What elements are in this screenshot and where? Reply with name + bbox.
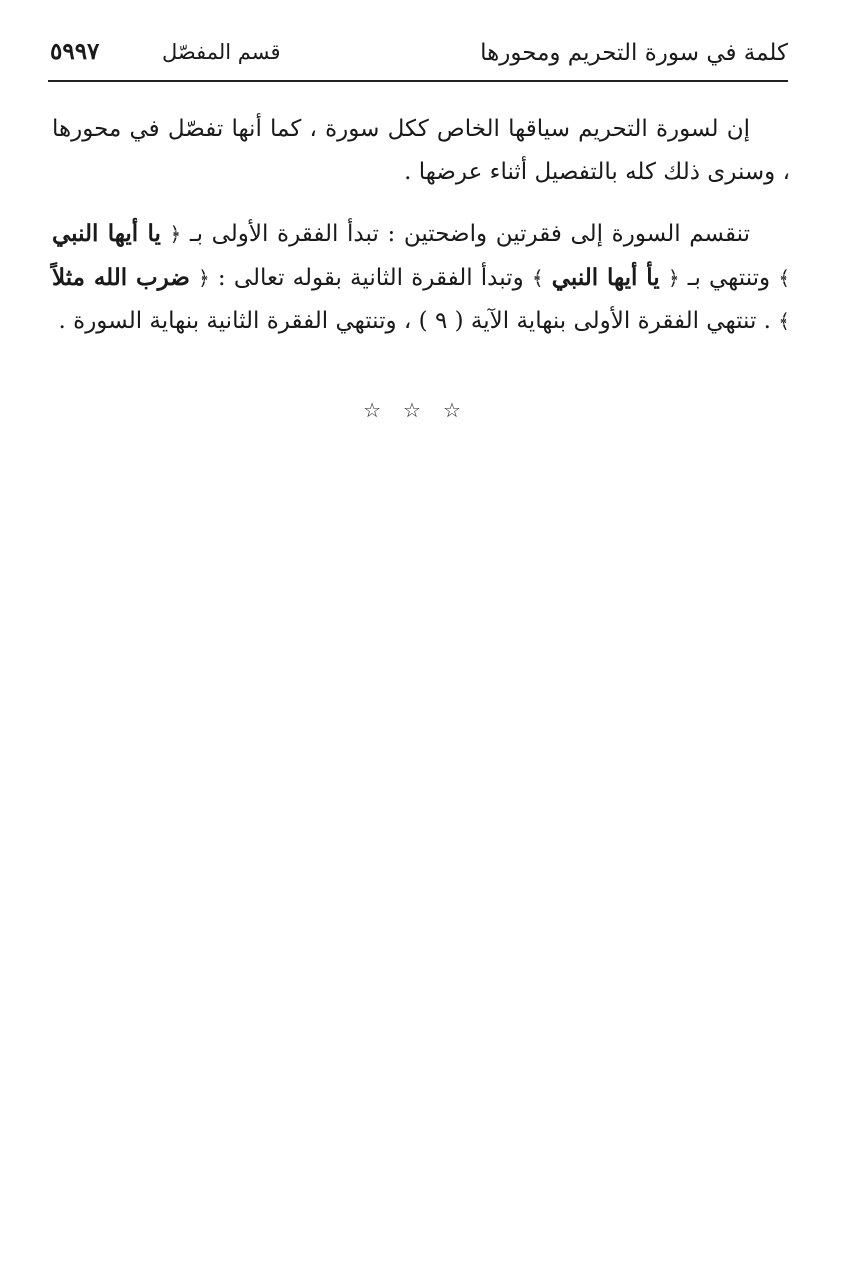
star-icon: ☆: [403, 398, 443, 422]
header-title: كلمة في سورة التحريم ومحورها: [480, 40, 788, 66]
ornate-bracket-close: ﴾: [778, 266, 791, 290]
running-head: [50, 38, 788, 78]
ornate-bracket-open: ﴿: [198, 266, 210, 290]
star-icon: ☆: [442, 398, 483, 422]
section-divider: [0, 398, 846, 422]
paragraph-2-text-1: تنقسم السورة إلى فقرتين واضحتين : تبدأ الفقرة الأولى بـ: [189, 221, 751, 247]
page-number: ٥٩٩٧: [50, 38, 100, 65]
ornate-bracket-open: ﴿: [667, 266, 680, 290]
quran-quote-3: ضرب الله مثلاً: [52, 264, 190, 291]
ornate-bracket-close: ﴾: [531, 266, 544, 290]
paragraph-2-text-3: وتبدأ الفقرة الثانية بقوله تعالى :: [217, 265, 524, 291]
header-rule: [48, 80, 788, 82]
paragraph-2-text-2: وتنتهي بـ: [687, 265, 771, 291]
header-section: قسم المفصّل: [162, 40, 281, 64]
body-text: [52, 108, 790, 343]
quran-quote-2: يأ أيها النبي: [551, 264, 660, 291]
paragraph-2-text-4: . تنتهي الفقرة الأولى بنهاية الآية ( ٩ ) ، وتنتهي الفقرة الثانية بنهاية السورة .: [58, 308, 771, 334]
paragraph-2: [52, 212, 790, 343]
quran-quote-1: يا أيها النبي: [52, 220, 161, 247]
paragraph-1: إن لسورة التحريم سياقها الخاص ككل سورة ، كما أنها تفصّل في محورها ، وسنرى ذلك كله بالتفصيل أثناء عرضها .: [52, 116, 790, 185]
ornate-bracket-close: ﴾: [778, 309, 790, 333]
ornate-bracket-open: ﴿: [169, 222, 182, 246]
star-icon: ☆: [363, 398, 404, 422]
